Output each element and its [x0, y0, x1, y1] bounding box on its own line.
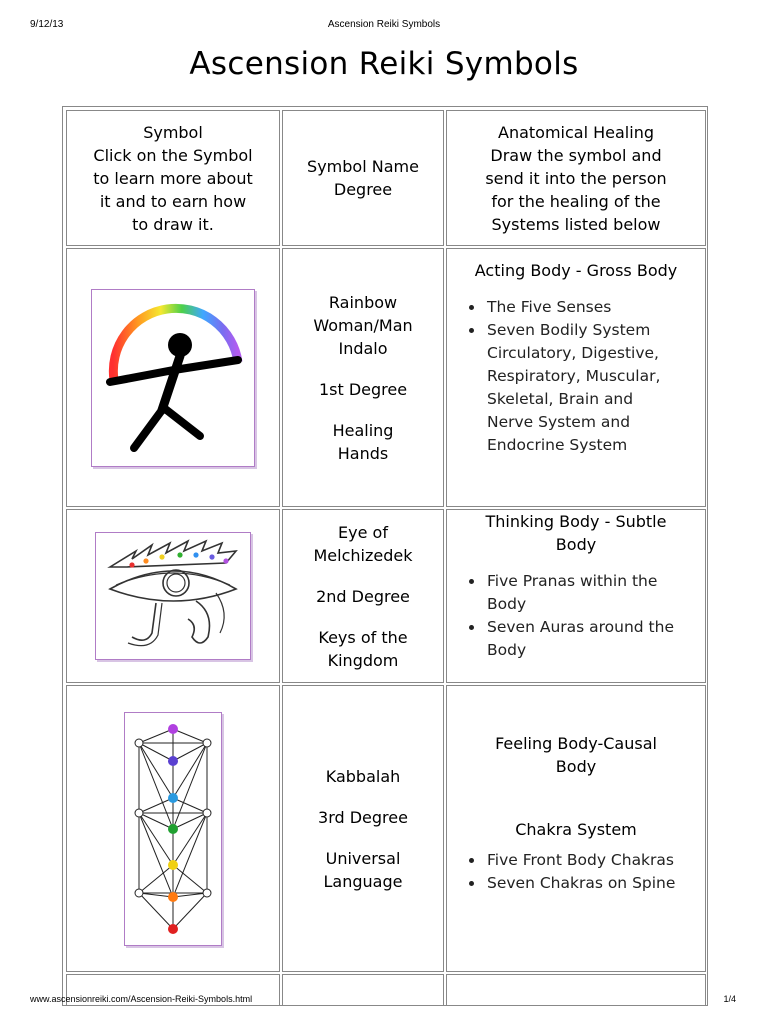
symbol-keyword: Keys of the Kingdom: [318, 627, 408, 670]
symbol-cell: [66, 685, 280, 972]
header-title: Ascension Reiki Symbols: [327, 19, 441, 30]
header-name-cell: [282, 110, 444, 246]
symbol-degree: 1st Degree: [318, 379, 408, 399]
header-symbol-line: to draw it.: [132, 214, 214, 234]
header-healing-line: for the healing of the: [491, 191, 661, 211]
healing-cell: [446, 685, 706, 972]
symbol-keyword: Healing Hands: [332, 420, 394, 463]
header-symbol-line: to learn more about: [93, 168, 253, 188]
list-item: • The Five Senses: [485, 296, 677, 319]
symbol-name: Eye of Melchizedek: [313, 522, 413, 565]
header-healing-line: Draw the symbol and: [490, 145, 662, 165]
symbol-name: Rainbow Woman/Man Indalo: [313, 292, 413, 358]
healing-list: [467, 296, 677, 457]
header-symbol-line: it and to earn how: [99, 191, 247, 211]
healing-cell: [446, 248, 706, 507]
header-date: 9/12/13: [30, 19, 64, 30]
list-item: • Seven Auras around the Body: [485, 616, 697, 662]
symbol-degree: 2nd Degree: [316, 586, 410, 606]
header-symbol-line: Symbol: [143, 122, 203, 142]
name-cell: [282, 509, 444, 683]
footer-page-number: 1/4: [723, 994, 736, 1004]
header-healing-line: Systems listed below: [491, 214, 661, 234]
symbols-table: [62, 106, 708, 1006]
header-healing-line: send it into the person: [485, 168, 667, 188]
header-name-line: Degree: [333, 180, 393, 199]
healing-cell: [446, 509, 706, 683]
header-healing-line: Anatomical Healing: [498, 122, 654, 142]
list-item: • Seven Bodily System Circulatory, Digestive, Respiratory, Muscular, Skeletal, Brain and Nerve System and Endocrine System: [485, 319, 677, 457]
header-symbol-cell: [66, 110, 280, 246]
page-title: Ascension Reiki Symbols: [189, 46, 579, 82]
name-cell: [282, 974, 444, 1006]
healing-list: [467, 570, 697, 662]
eye-of-horus-icon[interactable]: [95, 532, 251, 660]
healing-list: [467, 849, 675, 895]
list-item: • Five Front Body Chakras: [485, 849, 675, 872]
list-item: • Seven Chakras on Spine: [485, 872, 675, 895]
healing-cell: [446, 974, 706, 1006]
symbol-degree: 3rd Degree: [318, 807, 408, 827]
name-cell: [282, 248, 444, 507]
rainbow-stick-figure-icon[interactable]: [91, 289, 255, 467]
body-title: Thinking Body - Subtle Body: [485, 512, 667, 554]
symbol-cell: [66, 509, 280, 683]
list-item: • Five Pranas within the Body: [485, 570, 687, 616]
header-healing-cell: [446, 110, 706, 246]
symbol-cell: [66, 248, 280, 507]
header-name-line: Symbol Name: [307, 157, 419, 176]
header-symbol-line: Click on the Symbol: [93, 145, 253, 165]
symbol-name: Kabbalah: [325, 766, 401, 786]
footer-url[interactable]: www.ascensionreiki.com/Ascension-Reiki-Symbols.html: [30, 994, 253, 1004]
body-title: Acting Body - Gross Body: [474, 261, 678, 280]
name-cell: [282, 685, 444, 972]
kabbalah-tree-icon[interactable]: [124, 712, 222, 946]
body-title: Feeling Body-Causal Body: [495, 734, 657, 776]
body-subtitle: Chakra System: [515, 820, 637, 839]
symbol-keyword: Universal Language: [323, 848, 403, 891]
